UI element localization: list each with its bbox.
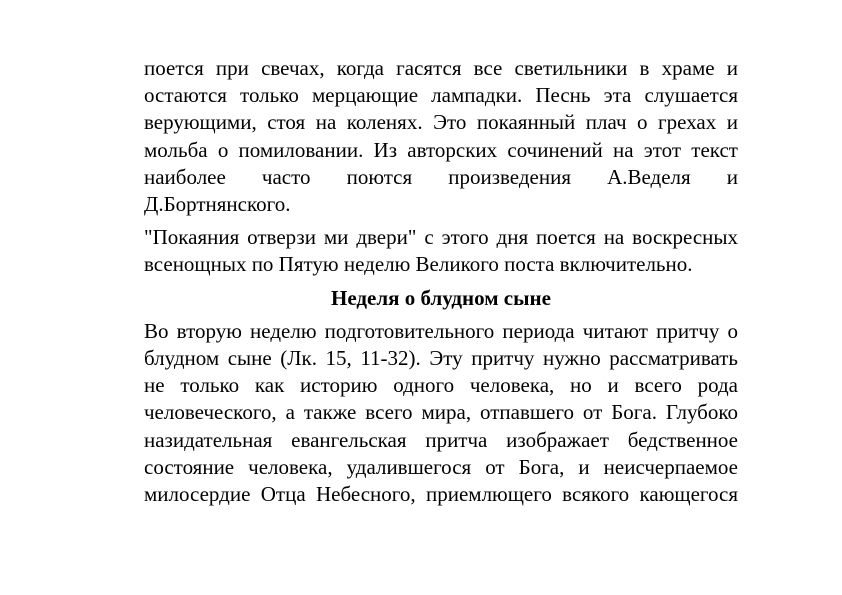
text-line: верующими, стоя на коленях. Это покаянный плач о грехах и (144, 110, 738, 135)
text-line: поется при свечах, когда гасятся все светильники в храме и (144, 56, 738, 80)
text-line: наиболее часто поются произведения А.Веделя и (144, 164, 738, 189)
text-line: всенощных по Пятую неделю Великого поста включительно. (144, 252, 693, 277)
text-line: блудном сыне (Лк. 15, 11-32). Эту притчу нужно рассматривать (144, 346, 738, 371)
section-heading: Неделя о блудном сыне (331, 285, 551, 310)
document-page (144, 55, 738, 508)
paragraph-pokayaniya-description (144, 55, 738, 218)
paragraph-prodigal-son (144, 318, 738, 508)
text-line: назидательная евангельская притча изображает бедственное (144, 427, 738, 452)
text-line: "Покаяния отверзи ми двери" с этого дня поется на воскресных (144, 225, 738, 250)
paragraph-pokayaniya-schedule (144, 224, 738, 278)
text-line: Д.Бортнянского. (144, 192, 291, 217)
text-line: человеческого, а также всего мира, отпавшего от Бога. Глубоко (144, 400, 738, 425)
text-line: не только как историю одного человека, но и всего рода (144, 373, 738, 398)
text-line: состояние человека, удалившегося от Бога, и неисчерпаемое (144, 454, 738, 479)
text-line: мольба о помиловании. Из авторских сочинений на этот текст (144, 137, 738, 162)
text-line: милосердие Отца Небесного, приемлющего всякого кающегося (144, 482, 738, 507)
text-line: остаются только мерцающие лампадки. Песнь эта слушается (144, 83, 738, 108)
text-line: Во вторую неделю подготовительного периода читают притчу о (144, 318, 738, 343)
